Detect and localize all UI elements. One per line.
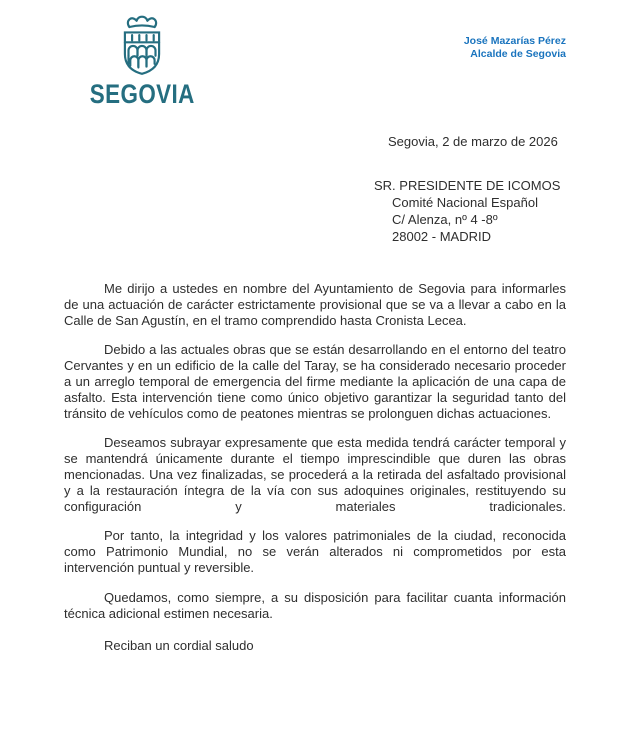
logo-wordmark: SEGOVIA bbox=[89, 79, 195, 109]
letter-paragraph: Me dirijo a ustedes en nombre del Ayuntamiento de Segovia para informarles de una actuación de carácter estrictamente provisional que se va a llevar a cabo en la Calle de San Agustín, en el tramo comprendido hasta Cronista Lecea. bbox=[64, 281, 566, 328]
recipient-line: C/ Alenza, nº 4 -8º bbox=[392, 212, 498, 227]
letter-paragraph: Quedamos, como siempre, a su disposición para facilitar cuanta información técnica adicional estimen necesaria. bbox=[64, 589, 566, 621]
sender-block bbox=[464, 35, 566, 61]
sender-name: José Mazarías Pérez bbox=[463, 35, 566, 47]
letter-paragraph: Deseamos subrayar expresamente que esta medida tendrá carácter temporal y se mantendrá únicamente durante el tiempo imprescindible que duren las obras mencionadas. Una vez finalizadas, se procederá a la retirada del asfaltado provisional y a la restauración íntegra de la vía con sus adoquines originales, restituyendo su configuración y materiales tradicionales. bbox=[64, 435, 566, 514]
closing-salutation: Reciban un cordial saludo bbox=[104, 638, 254, 654]
recipient-line: Comité Nacional Español bbox=[392, 195, 538, 210]
segovia-logo bbox=[76, 13, 208, 110]
segovia-crest-icon bbox=[115, 13, 169, 77]
recipient-line: SR. PRESIDENTE DE ICOMOS bbox=[374, 178, 561, 193]
sender-title: Alcalde de Segovia bbox=[470, 48, 566, 60]
letter-paragraph: Debido a las actuales obras que se están desarrollando en el entorno del teatro Cervantes y en un edificio de la calle del Taray, se ha considerado necesario proceder a un arreglo temporal de emergencia del firme mediante la aplicación de una capa de asfalto. Esta intervención tiene como único objetivo garantizar la seguridad tanto del tránsito de vehículos como de peatones mientras se prolonguen dichas actuaciones. bbox=[64, 342, 566, 421]
recipient-line: 28002 - MADRID bbox=[392, 229, 491, 244]
letter-paragraph: Por tanto, la integridad y los valores patrimoniales de la ciudad, reconocida como Patrimonio Mundial, no se verán alterados ni comprometidos por esta intervención puntual y reversible. bbox=[64, 528, 566, 575]
recipient-address bbox=[374, 177, 560, 245]
letter-body bbox=[64, 281, 566, 668]
dateline: Segovia, 2 de marzo de 2026 bbox=[388, 134, 558, 149]
